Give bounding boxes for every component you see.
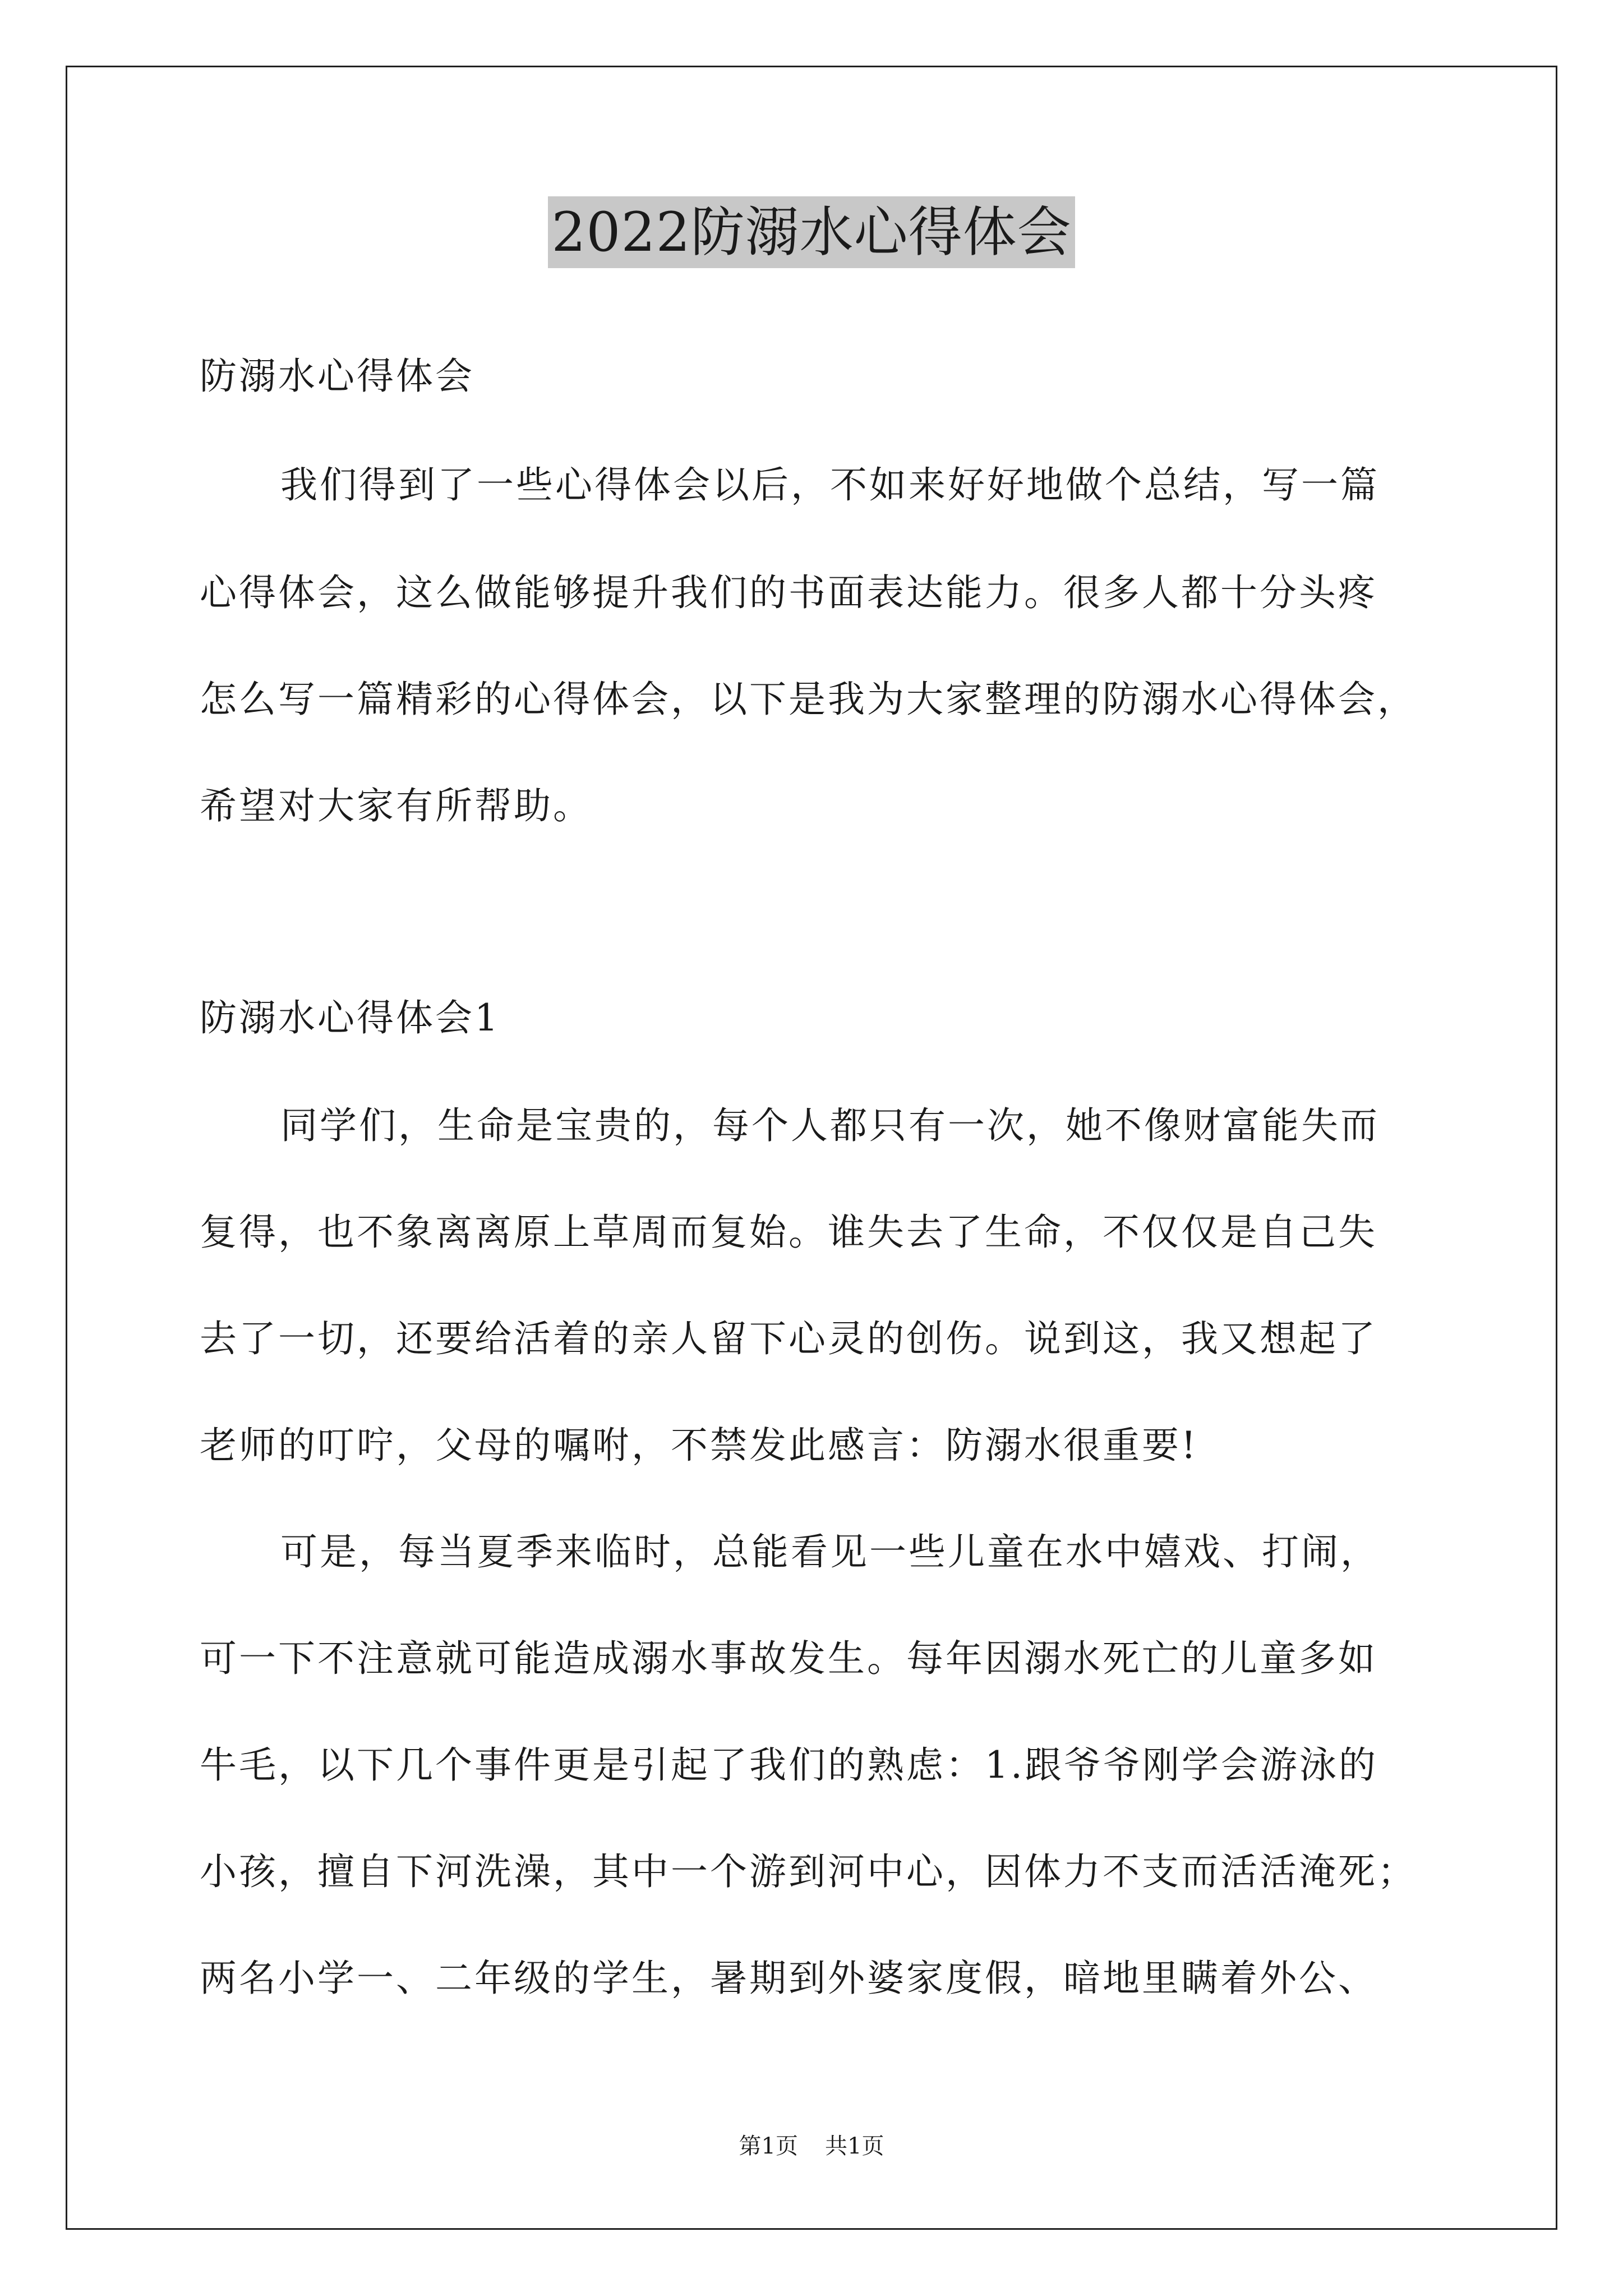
page-total: 共1页 — [825, 2133, 884, 2159]
paragraph-line: 我们得到了一些心得体会以后，不如来好好地做个总结，写一篇 — [280, 463, 1380, 507]
paragraph-line: 怎么写一篇精彩的心得体会，以下是我为大家整理的防溺水心得体会， — [200, 678, 1417, 721]
page-number: 第1页 — [739, 2133, 798, 2159]
paragraph-line: 两名小学一、二年级的学生，暑期到外婆家度假，暗地里瞒着外公、 — [200, 1957, 1377, 2000]
paragraph-line: 老师的叮咛，父母的嘱咐，不禁发此感言：防溺水很重要! — [200, 1424, 1198, 1467]
paragraph-line: 可一下不注意就可能造成溺水事故发生。每年因溺水死亡的儿童多如 — [200, 1637, 1377, 1680]
document-title: 2022防溺水心得体会 — [548, 196, 1075, 268]
paragraph-line: 小孩，擅自下河洗澡，其中一个游到河中心，因体力不支而活活淹死； — [200, 1850, 1417, 1893]
paragraph-line: 去了一切，还要给活着的亲人留下心灵的创伤。说到这，我又想起了 — [200, 1317, 1377, 1360]
paragraph-line: 牛毛，以下几个事件更是引起了我们的熟虑：1.跟爷爷刚学会游泳的 — [200, 1743, 1378, 1787]
paragraph-line: 同学们，生命是宝贵的，每个人都只有一次，她不像财富能失而 — [280, 1104, 1380, 1147]
paragraph-line: 心得体会，这么做能够提升我们的书面表达能力。很多人都十分头疼 — [200, 571, 1377, 614]
paragraph-line: 复得，也不象离离原上草周而复始。谁失去了生命，不仅仅是自己失 — [200, 1211, 1377, 1254]
page-footer — [0, 2131, 1623, 2162]
title-container — [0, 196, 1623, 268]
paragraph-line: 可是，每当夏季来临时，总能看见一些儿童在水中嬉戏、打闹， — [280, 1530, 1380, 1573]
section-heading: 防溺水心得体会1 — [200, 996, 500, 1039]
paragraph-line: 希望对大家有所帮助。 — [200, 784, 592, 827]
section-heading: 防溺水心得体会 — [200, 355, 474, 398]
